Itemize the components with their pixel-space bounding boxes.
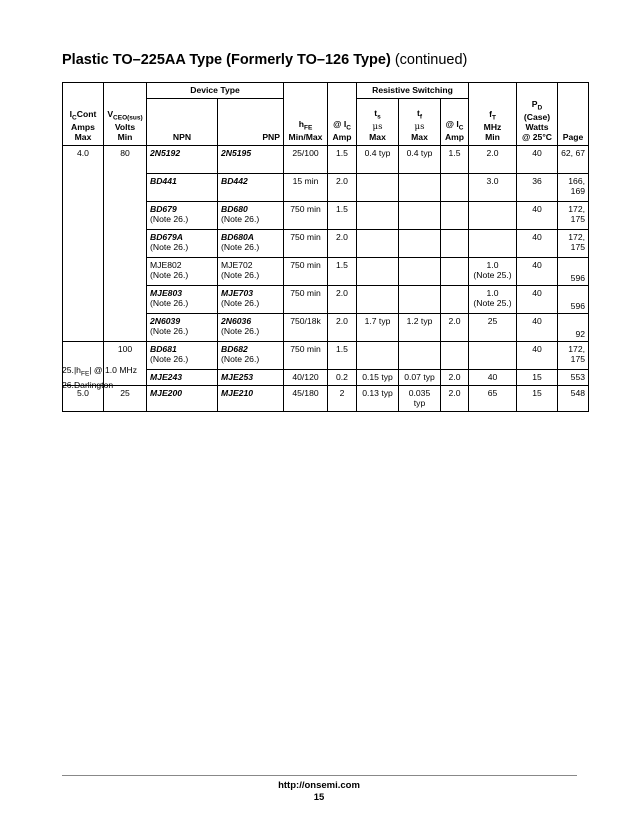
title-main: Plastic TO–225AA Type (Formerly TO–126 Type) [62, 52, 391, 68]
ts-cell [357, 202, 399, 230]
ts-cell: 0.4 typ [357, 146, 399, 174]
ts-cell [357, 174, 399, 202]
ts-cell: 1.7 typ [357, 314, 399, 342]
header-atic-top [328, 83, 357, 99]
npn-cell: 2N5192 [147, 146, 218, 174]
pnp-cell: MJE253 [218, 370, 284, 386]
tf-cell [399, 258, 441, 286]
at-ic-cell: 1.5 [328, 146, 357, 174]
page-cell: 596 [558, 258, 589, 286]
header-ic-top [63, 83, 104, 99]
pnp-cell: BD442 [218, 174, 284, 202]
table-row [63, 342, 589, 370]
npn-cell: MJE200 [147, 386, 218, 411]
npn-cell: BD441 [147, 174, 218, 202]
device-table-container [62, 82, 586, 412]
npn-cell: MJE243 [147, 370, 218, 386]
at-ic-cell: 2.0 [328, 230, 357, 258]
tf-cell: 0.07 typ [399, 370, 441, 386]
ic-cell: 4.0 [63, 146, 104, 342]
hfe-cell: 40/120 [284, 370, 328, 386]
page-cell: 548 [558, 386, 589, 411]
footnote-26: 26.Darlington [62, 379, 114, 390]
ft-cell [469, 342, 517, 370]
footnotes [62, 365, 137, 391]
hfe-cell: 25/100 [284, 146, 328, 174]
page-cell: 172, 175 [558, 342, 589, 370]
header-hfe: $h_{FE}$ Min/Max [284, 99, 328, 146]
npn-cell: BD679A (Note 26.) [147, 230, 218, 258]
ft-cell: 3.0 [469, 174, 517, 202]
footnote-25: $25.|h_{FE}|$ @ 1.0 MHz [62, 365, 138, 378]
ic-cell: 5.0 [63, 386, 104, 411]
at-ic2-cell [441, 230, 469, 258]
vceo-cell: 100 [104, 342, 147, 386]
title-suffix: (continued) [394, 52, 468, 68]
ft-cell [469, 230, 517, 258]
header-ft: $f_T$ MHz Min [469, 99, 517, 146]
page-title [62, 52, 467, 68]
at-ic2-cell: 2.0 [441, 314, 469, 342]
header-pd-top [517, 83, 558, 99]
hfe-cell: 750 min [284, 342, 328, 370]
ts-cell [357, 230, 399, 258]
table-row [63, 386, 589, 411]
tf-cell: 0.4 typ [399, 146, 441, 174]
at-ic-cell: 1.5 [328, 258, 357, 286]
ts-cell [357, 258, 399, 286]
ft-cell: 40 [469, 370, 517, 386]
hfe-cell: 750 min [284, 258, 328, 286]
pd-cell: 40 [517, 202, 558, 230]
vceo-cell: 25 [104, 386, 147, 411]
ft-cell: 65 [469, 386, 517, 411]
header-vceo-top [104, 83, 147, 99]
page-cell: 553 [558, 370, 589, 386]
at-ic2-cell: 2.0 [441, 370, 469, 386]
header-hfe-top [284, 83, 328, 99]
tf-cell [399, 202, 441, 230]
hfe-cell: 750 min [284, 230, 328, 258]
npn-cell: BD679 (Note 26.) [147, 202, 218, 230]
footer-divider [62, 775, 577, 776]
header-vceo: $V_{CEO(sus)}$ Volts Min [104, 99, 147, 146]
pnp-cell: BD680 (Note 26.) [218, 202, 284, 230]
pd-cell: 40 [517, 258, 558, 286]
hfe-cell: 750 min [284, 286, 328, 314]
tf-cell: 0.035 typ [399, 386, 441, 411]
pnp-cell: MJE703 (Note 26.) [218, 286, 284, 314]
header-resistive-switching: Resistive Switching [357, 83, 469, 99]
footer-page-number: 15 [313, 792, 325, 803]
pnp-cell: 2N6036 (Note 26.) [218, 314, 284, 342]
hfe-cell: 750 min [284, 202, 328, 230]
ft-cell: 1.0 (Note 25.) [469, 286, 517, 314]
npn-cell: MJE803 (Note 26.) [147, 286, 218, 314]
page-cell: 62, 67 [558, 146, 589, 174]
tf-cell [399, 230, 441, 258]
header-at-ic-switching: @ $I_C$ Amp [441, 99, 469, 146]
ft-cell: 1.0 (Note 25.) [469, 258, 517, 286]
header-page-top [558, 83, 589, 99]
ts-cell [357, 342, 399, 370]
pd-cell: 15 [517, 386, 558, 411]
ts-cell: 0.13 typ [357, 386, 399, 411]
pd-cell: 40 [517, 286, 558, 314]
header-tf: $t_f$ μs Max [399, 99, 441, 146]
tf-cell [399, 174, 441, 202]
pnp-cell: MJE702 (Note 26.) [218, 258, 284, 286]
pnp-cell: 2N5195 [218, 146, 284, 174]
page-cell: 172, 175 [558, 230, 589, 258]
hfe-cell: 750/18k [284, 314, 328, 342]
at-ic2-cell [441, 258, 469, 286]
hfe-cell: 15 min [284, 174, 328, 202]
ft-cell: 25 [469, 314, 517, 342]
pd-cell: 40 [517, 146, 558, 174]
device-table [62, 82, 589, 412]
header-pd: $P_D$ (Case) Watts @ 25°C [517, 99, 558, 146]
at-ic2-cell [441, 174, 469, 202]
ft-cell [469, 202, 517, 230]
at-ic-cell: 2.0 [328, 286, 357, 314]
tf-cell [399, 342, 441, 370]
page-cell: 596 [558, 286, 589, 314]
at-ic-cell: 1.5 [328, 202, 357, 230]
ts-cell [357, 286, 399, 314]
pnp-cell: MJE210 [218, 386, 284, 411]
page-cell: 172, 175 [558, 202, 589, 230]
at-ic2-cell: 2.0 [441, 386, 469, 411]
pd-cell: 40 [517, 342, 558, 370]
ft-cell: 2.0 [469, 146, 517, 174]
pd-cell: 36 [517, 174, 558, 202]
tf-cell [399, 286, 441, 314]
page-cell: 166, 169 [558, 174, 589, 202]
npn-cell: 2N6039 (Note 26.) [147, 314, 218, 342]
header-ft-top [469, 83, 517, 99]
pd-cell: 15 [517, 370, 558, 386]
ts-cell: 0.15 typ [357, 370, 399, 386]
at-ic2-cell [441, 342, 469, 370]
pd-cell: 40 [517, 314, 558, 342]
header-pnp: PNP [218, 99, 284, 146]
at-ic-cell: 2.0 [328, 314, 357, 342]
header-device-type: Device Type [147, 83, 284, 99]
at-ic-cell: 2 [328, 386, 357, 411]
header-ts: $t_s$ μs Max [357, 99, 399, 146]
tf-cell: 1.2 typ [399, 314, 441, 342]
at-ic-cell: 2.0 [328, 174, 357, 202]
header-at-ic: @ $I_C$ Amp [328, 99, 357, 146]
header-page: Page [558, 99, 589, 146]
at-ic-cell: 0.2 [328, 370, 357, 386]
npn-cell: MJE802 (Note 26.) [147, 258, 218, 286]
pnp-cell: BD680A (Note 26.) [218, 230, 284, 258]
npn-cell: BD681 (Note 26.) [147, 342, 218, 370]
table-row [63, 146, 589, 174]
vceo-cell: 80 [104, 146, 147, 342]
at-ic2-cell [441, 286, 469, 314]
footer-url-link[interactable]: http://onsemi.com [278, 780, 360, 791]
at-ic-cell: 1.5 [328, 342, 357, 370]
pd-cell: 40 [517, 230, 558, 258]
header-npn: NPN [147, 99, 218, 146]
at-ic2-cell: 1.5 [441, 146, 469, 174]
at-ic2-cell [441, 202, 469, 230]
header-ic: $I_CCont$ Amps Max [63, 99, 104, 146]
pnp-cell: BD682 (Note 26.) [218, 342, 284, 370]
hfe-cell: 45/180 [284, 386, 328, 411]
page-cell: 92 [558, 314, 589, 342]
